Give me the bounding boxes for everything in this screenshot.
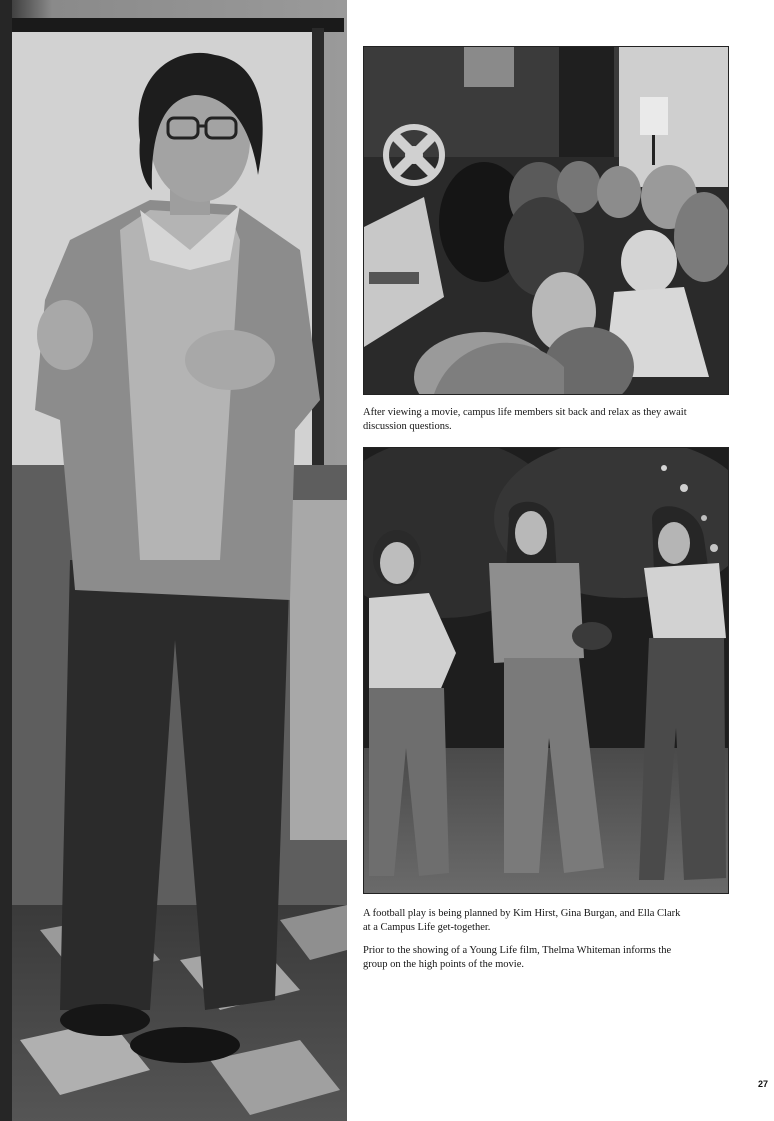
football-girls-photo: [363, 447, 729, 894]
football-caption: A football play is being planned by Kim Hirst, Gina Burgan, and Ella Clark at a Campus Life get-together.: [363, 908, 681, 933]
speaker-caption: Prior to the showing of a Young Life film, Thelma Whiteman informs the group on the high points of the movie.: [363, 945, 672, 970]
page-number: 27: [757, 1079, 768, 1089]
speaker-photo: [0, 0, 347, 1121]
movie-caption: After viewing a movie, campus life members sit back and relax as they await discussion questions.: [363, 407, 687, 432]
movie-audience-photo: [363, 46, 729, 395]
